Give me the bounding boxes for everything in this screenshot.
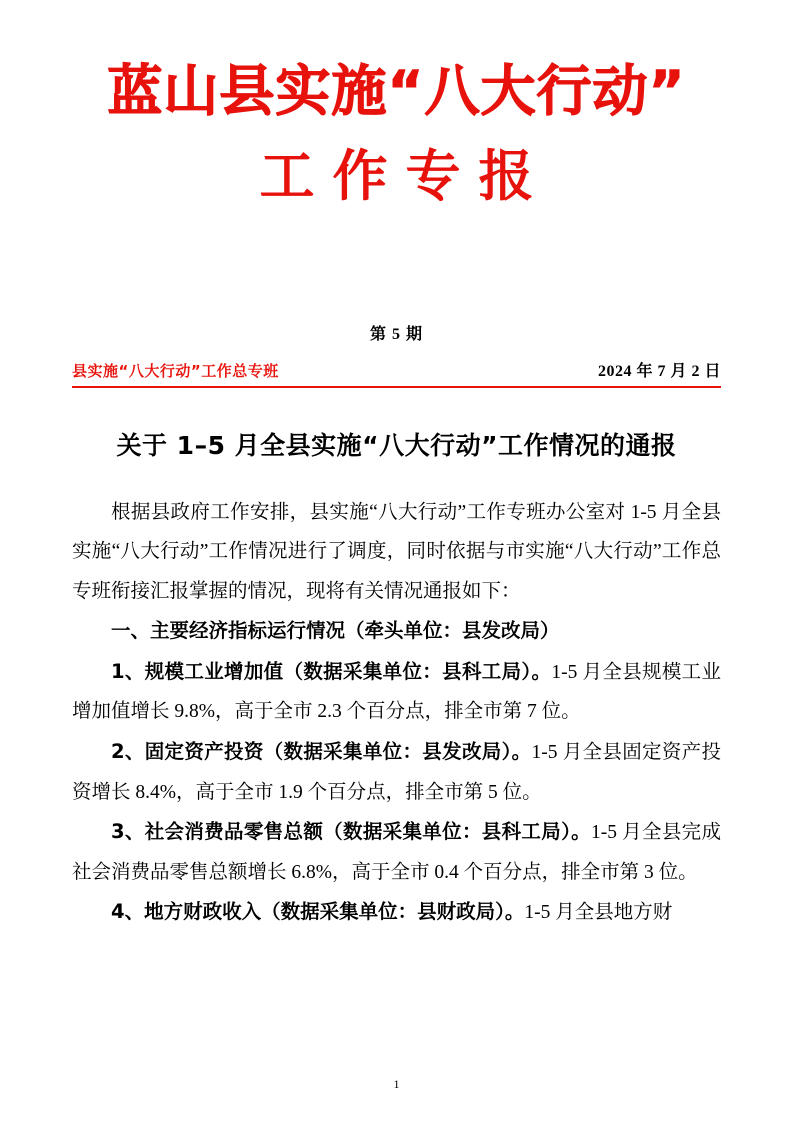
paragraph-text: 1-5 月全县地方财 bbox=[524, 902, 673, 924]
document-body bbox=[72, 492, 721, 933]
paragraph-lead: 4、地方财政收入（数据采集单位：县财政局）。 bbox=[111, 900, 525, 924]
masthead-title-line-1: 蓝山县实施“八大行动” bbox=[107, 59, 686, 123]
issue-date: 2024 年 7 月 2 日 bbox=[597, 362, 721, 380]
page-title: 关于 1–5 月全县实施“八大行动”工作情况的通报 bbox=[116, 430, 677, 460]
paragraph-lead: 一、主要经济指标运行情况（牵头单位：县发改局） bbox=[111, 619, 560, 643]
paragraph-text: 1-5 月全县规模工业增加值增长 9.8%，高于全市 2.3 个百分点，排全市第 7 位。 bbox=[72, 661, 721, 723]
paragraph bbox=[72, 732, 721, 812]
page-number: 1 bbox=[393, 1077, 400, 1091]
paragraph bbox=[72, 652, 721, 732]
paragraph-text: 1-5 月全县固定资产投资增长 8.4%，高于全市 1.9 个百分点，排全市第 5 位。 bbox=[72, 741, 721, 803]
paragraph-lead: 2、固定资产投资（数据采集单位：县发改局）。 bbox=[111, 739, 532, 763]
paragraph-lead: 3、社会消费品零售总额（数据采集单位：县科工局）。 bbox=[111, 820, 591, 844]
paragraph-text: 根据县政府工作安排，县实施“八大行动”工作专班办公室对 1-5 月全县实施“八大行动”工作情况进行了调度，同时依据与市实施“八大行动”工作总专班衔接汇报掌握的情况，现将有关情况通报如下： bbox=[72, 501, 721, 602]
issue-bar bbox=[72, 358, 721, 381]
paragraph bbox=[72, 892, 721, 933]
masthead-title-line-2: 工作专报 bbox=[259, 144, 552, 209]
issue-number: 第 5 期 bbox=[369, 325, 423, 343]
red-divider-rule bbox=[72, 386, 721, 388]
paragraph bbox=[72, 492, 721, 612]
issuing-organization: 县实施“八大行动”工作总专班 bbox=[72, 361, 279, 380]
paragraph bbox=[72, 812, 721, 892]
paragraph-lead: 1、规模工业增加值（数据采集单位：县科工局）。 bbox=[111, 659, 552, 683]
paragraph-text: 1-5 月全县完成社会消费品零售总额增长 6.8%，高于全市 0.4 个百分点，排全市第 3 位。 bbox=[72, 822, 721, 883]
masthead bbox=[72, 0, 721, 209]
paragraph bbox=[72, 611, 721, 652]
